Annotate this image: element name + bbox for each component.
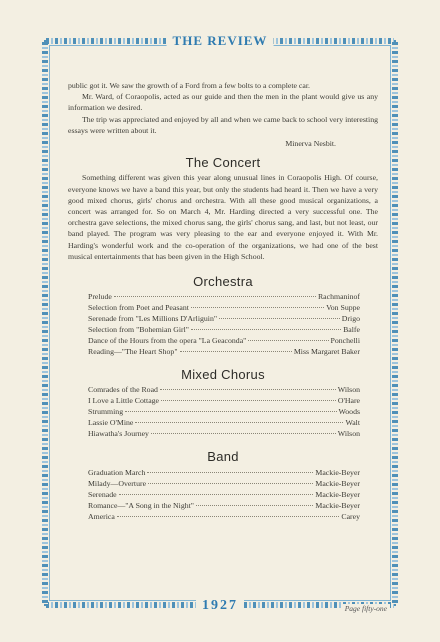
- composer-name: Walt: [345, 418, 360, 428]
- composer-name: Mackie-Beyer: [315, 489, 360, 499]
- piece-title: Strumming: [88, 407, 124, 417]
- composer-name: O'Hare: [337, 396, 360, 406]
- program-item: [88, 489, 360, 500]
- piece-title: I Love a Little Cottage: [88, 396, 160, 406]
- composer-name: Woods: [338, 407, 360, 417]
- composer-name: Carey: [341, 511, 360, 521]
- dot-leader: [191, 329, 341, 330]
- dot-leader: [125, 411, 336, 412]
- composer-name: Miss Margaret Baker: [293, 347, 360, 357]
- program-item: [88, 500, 360, 511]
- program-item: [88, 324, 360, 335]
- piece-title: Milady—Overture: [88, 478, 147, 488]
- program-item: [88, 335, 360, 346]
- dot-leader: [148, 483, 313, 484]
- composer-name: Rachmaninof: [317, 292, 360, 302]
- piece-title: Hiawatha's Journey: [88, 429, 149, 439]
- concert-heading: The Concert: [185, 155, 261, 171]
- dot-leader: [114, 296, 316, 297]
- dot-leader: [180, 351, 292, 352]
- dot-leader: [117, 516, 340, 517]
- piece-title: Dance of the Hours from the opera "La Geaconda": [88, 336, 247, 346]
- mixed-chorus-heading: Mixed Chorus: [181, 367, 265, 383]
- piece-title: Comrades of the Road: [88, 385, 158, 395]
- composer-name: Wilson: [337, 385, 360, 395]
- composer-name: Mackie-Beyer: [315, 500, 360, 510]
- program-item: [88, 417, 360, 428]
- composer-name: Ponchelli: [330, 336, 360, 346]
- intro-paragraph: public got it. We saw the growth of a Ford from a few bolts to a complete car.: [68, 81, 310, 90]
- intro-paragraph: The trip was appreciated and enjoyed by all and when we came back to school very interesting essays were written about it.: [68, 114, 378, 135]
- dot-leader: [151, 433, 336, 434]
- program-item: [88, 395, 360, 406]
- band-program: [88, 467, 360, 522]
- dot-leader: [147, 472, 313, 473]
- concert-paragraph: Something different was given this year along unusual lines in Coraopolis High. Of course, everyone knows we have a band this year, but only the students had heard it. Then we have a very good mixed chorus, girls' chorus and orchestra. With all these good musical organizations, a concert was arranged for. So on March 4, Mr. Harding directed a very successful one. The orchestra gave selections, the mixed chorus sang, the girls' chorus sang, and last, but not least, our band played. The program was very pleasing to the ear and everyone enjoyed it. With Mr. Harding's wonderful work and the co-operation of the organizations, we had one of the best musical entertainments that has been given in the High School.: [68, 173, 378, 261]
- composer-name: Mackie-Beyer: [315, 478, 360, 488]
- band-heading: Band: [207, 449, 239, 465]
- composer-name: Von Suppe: [326, 303, 360, 313]
- orchestra-program: [88, 291, 360, 357]
- page-content: [68, 80, 378, 522]
- author-signature: Minerva Nesbit.: [285, 139, 336, 149]
- piece-title: Lassie O'Mine: [88, 418, 134, 428]
- composer-name: Wilson: [337, 429, 360, 439]
- program-item: [88, 346, 360, 357]
- dot-leader: [191, 307, 324, 308]
- piece-title: Selection from Poet and Peasant: [88, 303, 189, 313]
- piece-title: Serenade from "Les Millions D'Arliguin": [88, 314, 218, 324]
- footer-year: 1927: [196, 598, 244, 614]
- piece-title: Prelude: [88, 292, 112, 302]
- program-item: [88, 467, 360, 478]
- dot-leader: [219, 318, 340, 319]
- piece-title: Graduation March: [88, 467, 146, 477]
- program-item: [88, 406, 360, 417]
- program-item: [88, 313, 360, 324]
- piece-title: Selection from "Bohemian Girl": [88, 325, 189, 335]
- piece-title: Serenade: [88, 489, 117, 499]
- piece-title: Reading—"The Heart Shop": [88, 347, 178, 357]
- composer-name: Mackie-Beyer: [315, 467, 360, 477]
- dot-leader: [160, 389, 336, 390]
- program-item: [88, 291, 360, 302]
- composer-name: Drigo: [341, 314, 360, 324]
- page-number: Page fifty-one: [342, 604, 390, 613]
- composer-name: Balfe: [343, 325, 360, 335]
- orchestra-heading: Orchestra: [193, 274, 253, 290]
- dot-leader: [161, 400, 336, 401]
- dot-leader: [248, 340, 328, 341]
- mixed-chorus-program: [88, 384, 360, 439]
- program-item: [88, 478, 360, 489]
- running-header: THE REVIEW: [167, 33, 274, 49]
- dot-leader: [135, 422, 343, 423]
- piece-title: America: [88, 511, 115, 521]
- program-item: [88, 384, 360, 395]
- piece-title: Romance—"A Song in the Night": [88, 500, 194, 510]
- program-item: [88, 428, 360, 439]
- dot-leader: [196, 505, 313, 506]
- right-ornament-band: [392, 42, 398, 604]
- dot-leader: [119, 494, 314, 495]
- program-item: [88, 511, 360, 522]
- left-ornament-band: [42, 42, 48, 604]
- intro-paragraph: Mr. Ward, of Coraopolis, acted as our guide and then the men in the plant would give us any information we desired.: [68, 92, 378, 113]
- program-item: [88, 302, 360, 313]
